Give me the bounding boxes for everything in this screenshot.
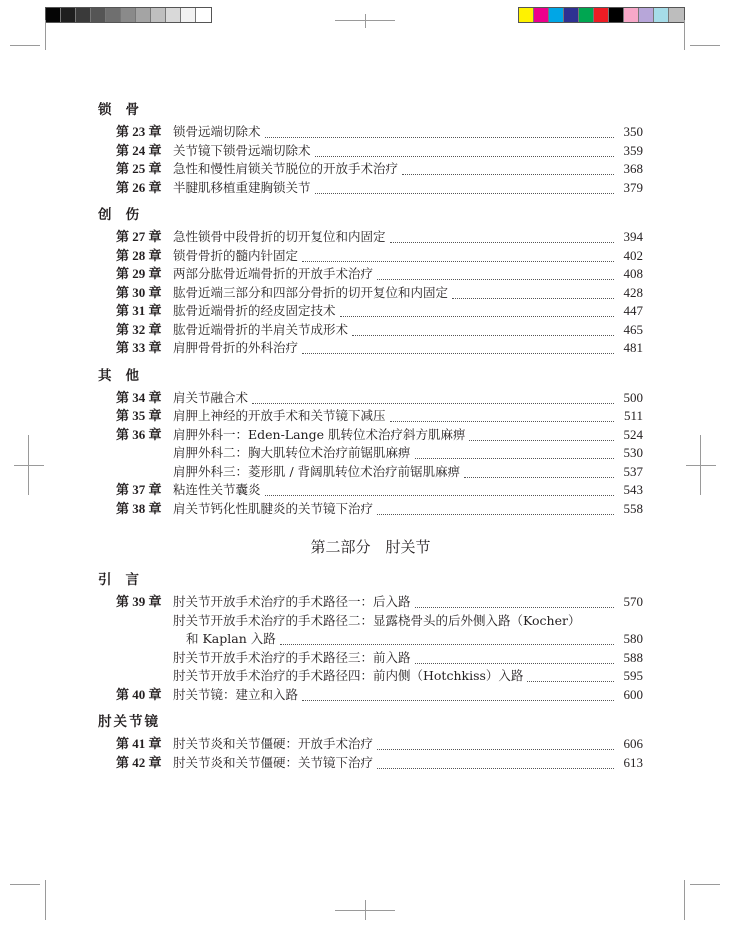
grayscale-color-bar xyxy=(45,7,212,23)
chapter-title: 肩胛外科三：菱形肌 / 背阔肌转位术治疗前锯肌麻痹 xyxy=(173,463,461,479)
chapter-title: 锁骨远端切除术 xyxy=(173,124,261,139)
dot-leader xyxy=(280,633,614,645)
chapter-number: 第 38 章 xyxy=(116,500,162,516)
crop-mark xyxy=(690,45,720,46)
part-title: 第二部分 肘关节 xyxy=(310,538,431,556)
toc-entry[interactable] xyxy=(98,735,643,754)
page-number: 530 xyxy=(623,445,643,460)
crop-mark xyxy=(45,880,46,920)
chapter-title: 和 Kaplan 入路 xyxy=(186,631,276,646)
chapter-number: 第 33 章 xyxy=(116,340,162,355)
section-heading: 锁骨 xyxy=(98,102,153,118)
chapter-number: 第 32 章 xyxy=(116,321,162,337)
toc-entry[interactable] xyxy=(98,612,643,631)
dot-leader xyxy=(352,324,614,336)
toc-entry[interactable] xyxy=(98,160,643,179)
toc-entry[interactable] xyxy=(98,593,643,612)
gray-swatch xyxy=(106,8,121,22)
dot-leader xyxy=(377,503,614,515)
dot-leader xyxy=(415,652,614,664)
color-swatch xyxy=(639,8,654,22)
toc-entry[interactable] xyxy=(98,754,643,773)
color-swatch xyxy=(519,8,534,22)
gray-swatch xyxy=(91,8,106,22)
toc-entry[interactable] xyxy=(98,481,643,500)
chapter-title: 肩胛上神经的开放手术和关节镜下减压 xyxy=(173,408,386,423)
page-number: 481 xyxy=(623,340,643,355)
page-number: 558 xyxy=(623,500,643,516)
chapter-number: 第 34 章 xyxy=(116,389,162,405)
chapter-title: 肩胛骨骨折的外科治疗 xyxy=(173,340,299,355)
toc-entry[interactable] xyxy=(98,407,643,426)
dot-leader xyxy=(315,182,614,194)
chapter-title: 肱骨近端骨折的半肩关节成形术 xyxy=(173,321,349,337)
chapter-title: 急性和慢性肩锁关节脱位的开放手术治疗 xyxy=(173,161,399,176)
page-number: 428 xyxy=(623,284,643,300)
page-number: 588 xyxy=(623,649,643,665)
toc-entry-continuation[interactable] xyxy=(98,630,643,649)
gray-swatch xyxy=(46,8,61,22)
chapter-title: 半腱肌移植重建胸锁关节 xyxy=(173,179,311,195)
page-number: 606 xyxy=(623,736,643,751)
section-heading: 肘关节镜 xyxy=(98,714,160,730)
chapter-number: 第 37 章 xyxy=(116,482,162,497)
chapter-title: 肘关节炎和关节僵硬：开放手术治疗 xyxy=(173,736,374,751)
chapter-number: 第 30 章 xyxy=(116,284,162,300)
page-number: 465 xyxy=(623,321,643,337)
color-swatch xyxy=(654,8,669,22)
toc-entry[interactable] xyxy=(98,321,643,340)
dot-leader xyxy=(377,757,614,769)
chapter-title: 关节镜下锁骨远端切除术 xyxy=(173,142,311,158)
toc-entry[interactable] xyxy=(98,339,643,358)
chapter-number: 第 26 章 xyxy=(116,179,162,195)
chapter-title: 肩关节钙化性肌腱炎的关节镜下治疗 xyxy=(173,500,374,516)
gray-swatch xyxy=(166,8,181,22)
dot-leader xyxy=(527,670,614,682)
toc-entry[interactable] xyxy=(98,265,643,284)
crop-mark xyxy=(10,45,40,46)
chapter-number: 第 42 章 xyxy=(116,754,162,770)
chapter-title: 粘连性关节囊炎 xyxy=(173,482,261,497)
dot-leader xyxy=(302,342,614,354)
page-number: 394 xyxy=(623,229,643,244)
color-swatch xyxy=(549,8,564,22)
toc-entry[interactable] xyxy=(98,389,643,408)
page-number: 379 xyxy=(623,179,643,195)
toc-entry[interactable] xyxy=(98,686,643,705)
color-swatch xyxy=(564,8,579,22)
chapter-number: 第 40 章 xyxy=(116,686,162,702)
toc-entry[interactable] xyxy=(98,426,643,445)
chapter-title: 肩关节融合术 xyxy=(173,389,249,405)
toc-entry[interactable] xyxy=(98,463,643,482)
chapter-number: 第 29 章 xyxy=(116,266,162,281)
chapter-number: 第 31 章 xyxy=(116,303,162,318)
crop-mark xyxy=(10,884,40,885)
dot-leader xyxy=(252,392,614,404)
toc-entry[interactable] xyxy=(98,649,643,668)
toc-entry[interactable] xyxy=(98,500,643,519)
gray-swatch xyxy=(181,8,196,22)
color-swatch xyxy=(534,8,549,22)
toc-entry[interactable] xyxy=(98,179,643,198)
registration-mark xyxy=(686,465,716,466)
color-swatch xyxy=(624,8,639,22)
dot-leader xyxy=(315,145,614,157)
crop-mark xyxy=(45,20,46,50)
chapter-number: 第 24 章 xyxy=(116,142,162,158)
chapter-title: 肘关节开放手术治疗的手术路径二：显露桡骨头的后外侧入路（Kocher） xyxy=(173,612,581,628)
chapter-title: 锁骨骨折的髓内针固定 xyxy=(173,247,299,263)
chapter-number: 第 23 章 xyxy=(116,124,162,139)
section-heading: 引言 xyxy=(98,572,153,588)
toc-entry[interactable] xyxy=(98,247,643,266)
dot-leader xyxy=(415,596,614,608)
dot-leader xyxy=(469,429,614,441)
chapter-title: 肩胛外科二：胸大肌转位术治疗前锯肌麻痹 xyxy=(173,445,411,460)
page-number: 402 xyxy=(623,247,643,263)
gray-swatch xyxy=(76,8,91,22)
color-swatch xyxy=(594,8,609,22)
dot-leader xyxy=(464,466,614,478)
page-number: 408 xyxy=(623,266,643,281)
chapter-number: 第 41 章 xyxy=(116,736,162,751)
registration-mark xyxy=(365,14,366,28)
gray-swatch xyxy=(121,8,136,22)
dot-leader xyxy=(402,163,614,175)
registration-mark xyxy=(14,465,44,466)
chapter-title: 急性锁骨中段骨折的切开复位和内固定 xyxy=(173,229,386,244)
page-number: 580 xyxy=(623,631,643,646)
toc-entry[interactable] xyxy=(98,228,643,247)
page-number: 537 xyxy=(623,463,643,479)
dot-leader xyxy=(302,250,614,262)
chapter-title: 肘关节炎和关节僵硬：关节镜下治疗 xyxy=(173,754,374,770)
page-number: 524 xyxy=(623,426,643,442)
registration-mark xyxy=(365,900,366,920)
toc-entry[interactable] xyxy=(98,302,643,321)
color-swatch xyxy=(669,8,684,22)
crop-mark xyxy=(684,20,685,50)
page-number: 613 xyxy=(623,754,643,770)
crop-mark xyxy=(684,880,685,920)
dot-leader xyxy=(377,268,614,280)
chapter-number: 第 35 章 xyxy=(116,408,162,423)
toc-entry[interactable] xyxy=(98,142,643,161)
chapter-title: 肱骨近端骨折的经皮固定技术 xyxy=(173,303,336,318)
section-heading: 其他 xyxy=(98,367,153,384)
dot-leader xyxy=(390,410,614,422)
dot-leader xyxy=(265,484,614,496)
color-swatch xyxy=(579,8,594,22)
toc-entry[interactable] xyxy=(98,123,643,142)
page-number: 511 xyxy=(623,408,643,423)
page-number: 500 xyxy=(623,389,643,405)
page-number: 595 xyxy=(623,668,643,683)
chapter-title: 肱骨近端三部分和四部分骨折的切开复位和内固定 xyxy=(173,284,449,300)
process-color-bar xyxy=(518,7,685,23)
chapter-title: 两部分肱骨近端骨折的开放手术治疗 xyxy=(173,266,374,281)
gray-swatch xyxy=(61,8,76,22)
crop-mark xyxy=(690,884,720,885)
page-number: 350 xyxy=(623,124,643,139)
dot-leader xyxy=(340,305,614,317)
dot-leader xyxy=(265,126,614,138)
dot-leader xyxy=(377,738,614,750)
chapter-title: 肘关节镜：建立和入路 xyxy=(173,686,299,702)
dot-leader xyxy=(452,287,614,299)
chapter-number: 第 28 章 xyxy=(116,247,162,263)
chapter-title: 肘关节开放手术治疗的手术路径四：前内侧（Hotchkiss）入路 xyxy=(173,668,524,683)
chapter-title: 肘关节开放手术治疗的手术路径三：前入路 xyxy=(173,649,411,665)
chapter-number: 第 27 章 xyxy=(116,229,162,244)
toc-entry[interactable] xyxy=(98,284,643,303)
chapter-number: 第 36 章 xyxy=(116,426,162,442)
toc-entry[interactable] xyxy=(98,444,643,463)
color-swatch xyxy=(609,8,624,22)
gray-swatch xyxy=(151,8,166,22)
page-number: 570 xyxy=(623,594,643,609)
dot-leader xyxy=(302,689,614,701)
page-number: 600 xyxy=(623,686,643,702)
gray-swatch xyxy=(136,8,151,22)
chapter-number: 第 39 章 xyxy=(116,594,162,609)
page-number: 359 xyxy=(623,142,643,158)
dot-leader xyxy=(390,231,614,243)
section-heading: 创伤 xyxy=(98,207,153,223)
table-of-contents xyxy=(98,92,643,772)
chapter-title: 肘关节开放手术治疗的手术路径一：后入路 xyxy=(173,594,411,609)
chapter-number: 第 25 章 xyxy=(116,161,162,176)
toc-entry[interactable] xyxy=(98,667,643,686)
gray-swatch xyxy=(196,8,211,22)
page-number: 447 xyxy=(623,303,643,318)
chapter-title: 肩胛外科一：Eden-Lange 肌转位术治疗斜方肌麻痹 xyxy=(173,426,466,442)
page-number: 368 xyxy=(623,161,643,176)
dot-leader xyxy=(415,447,614,459)
page-number: 543 xyxy=(623,482,643,497)
